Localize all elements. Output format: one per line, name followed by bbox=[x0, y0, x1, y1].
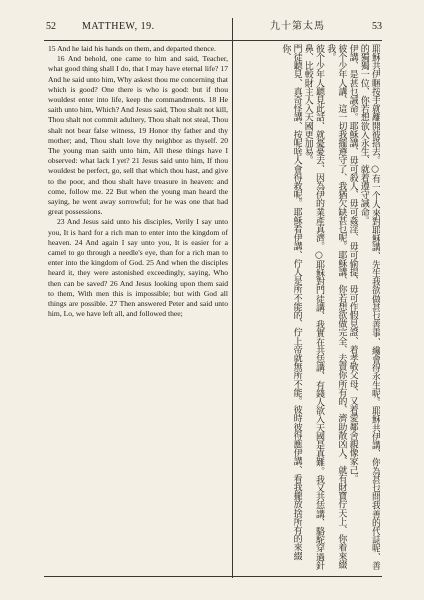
column-divider bbox=[232, 18, 233, 578]
chinese-passage: 門徒聽見、真奇怪講、按呢啥人會得救呢。耶穌看伊講、佇人是所不能的、佇上帝就無所不能。彼時彼得應伊講、看我攏放捨所有的來綴你、 bbox=[280, 44, 302, 561]
english-text-column bbox=[48, 44, 228, 574]
header-rule bbox=[44, 40, 382, 41]
chinese-text-column bbox=[238, 44, 380, 574]
chinese-passage: 彼个少年人講、這一切我攏遵守了、我猶欠缺甚乜呢。耶穌講、你若想欲做完全、去賣你所有的、濟助散凶人、就有財寶佇天上、你着來綴我。 bbox=[325, 44, 347, 569]
english-paragraph: 15 And he laid his hands on them, and departed thence. bbox=[48, 44, 216, 53]
book-chapter-heading: MATTHEW, 19. bbox=[82, 21, 155, 32]
right-page-number: 53 bbox=[372, 21, 382, 32]
english-paragraph: 23 And Jesus said unto his disciples, Verily I say unto you, It is hard for a rich man to enter into the kingdom of heaven. 24 And again I say unto you, It is easier for a camel to go through a needle's eye, than for a rich man to enter into the kingdom of God. 25 And when the disciples heard it, they were astonished exceedingly, saying, Who then can be saved? 26 And Jesus looking upon them said to them, With men this is impossible; but with God all things are possible. 27 Then answered Peter and said unto him, Lo, we have left all, and followed thee; bbox=[48, 217, 228, 319]
chinese-book-heading: 九十第太馬 bbox=[270, 21, 325, 32]
footer-rule bbox=[44, 576, 382, 577]
page-header-right bbox=[234, 18, 382, 36]
left-page-number: 52 bbox=[46, 21, 56, 32]
chinese-passage: 耶穌共伊睏按手就離開彼搭去。○有一个人來對耶穌講、先生我欲做甚乜善事、纔會得永生呢。耶穌共伊講、你為甚乜問我善的代誌呢、善的獨獨一位、你若想欲入永生、就着遵守誡命。 bbox=[358, 44, 380, 570]
english-paragraph: 16 And behold, one came to him and said, Teacher, what good thing shall I do, that I may have eternal life? 17 And he said unto him, Why askest thou me concerning that which is good? One there is who is good: but if thou wouldest enter into life, keep the commandments. 18 He saith unto him, Which? And Jesus said, Thou shalt not kill, Thou shalt not commit adultery, Thou shalt not steal, Thou shalt not bear false witness, 19 Honor thy father and thy mother; and, Thou shalt love thy neighbor as thyself. 20 The young man saith unto him, All these things have I observed: what lack I yet? 21 Jesus said unto him, If thou wouldest be perfect, go, sell that which thou hast, and give to the poor, and thou shalt have treasure in heaven: and come, follow me. 22 But when the young man heard the saying, he went away sorrowful; for he was one that had great possessions. bbox=[48, 54, 228, 217]
chinese-passage: 伊講、是甚乜誡命。耶穌講、毋可殺人、毋可姦淫、毋可偷提、毋可作假見證、着孝敬父母、又着愛鄰舍親像家己。 bbox=[347, 44, 358, 483]
chinese-passage: 彼个少年人聽見此話、就憂憂去、因為伊的業產真濟。○耶穌對門徒講、我實在共恁講、有錢人欲入天國是真難。我又共恁講、駱駝穿過針鼻、比較財主人入天國更加易。 bbox=[302, 44, 324, 570]
page-header-left bbox=[46, 18, 230, 36]
